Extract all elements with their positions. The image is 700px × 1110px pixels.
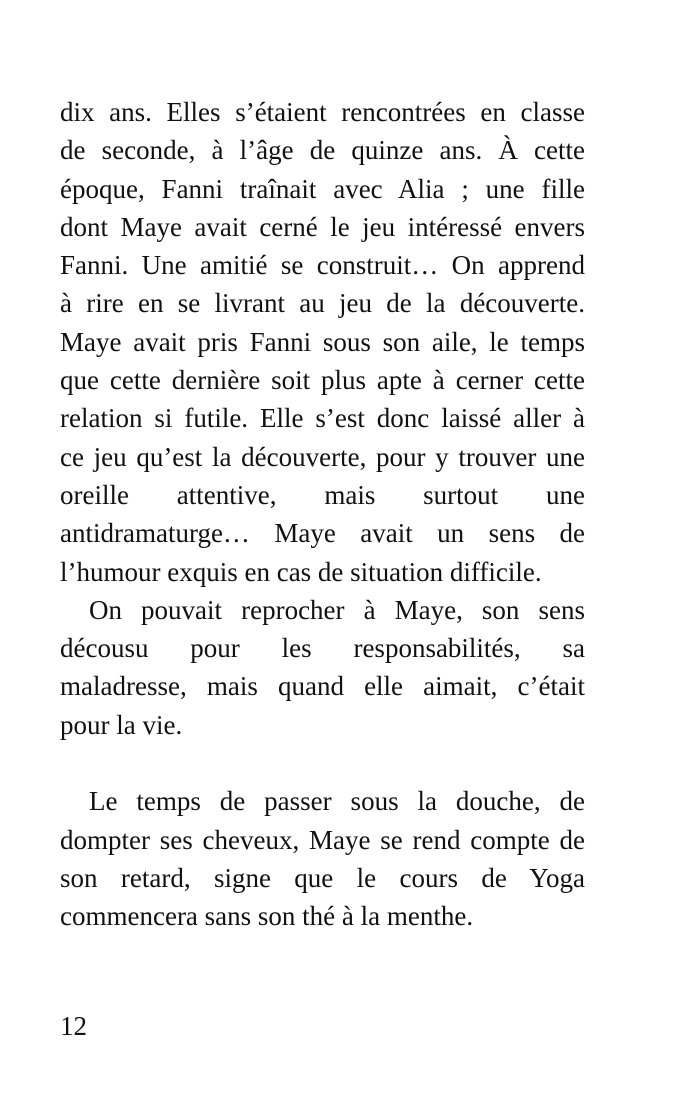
text-line: Fanni. Une amitié se construit… On apprend [60,250,585,281]
text-line: oreille attentive, mais surtout une [60,479,585,510]
text-line: de seconde, à l’âge de quinze ans. À cette [60,135,585,166]
text-line: relation si futile. Elle s’est donc laissé aller à [60,403,585,434]
text-line: son retard, signe que le cours de Yoga [60,862,585,893]
text-line: dix ans. Elles s’étaient rencontrées en classe [60,97,585,127]
text-line: époque, Fanni traînait avec Alia ; une fille [60,173,585,204]
text-line: antidramaturge… Maye avait un sens de [60,518,585,549]
paragraph-1 [60,93,585,591]
paragraph-3 [60,782,585,935]
text-line: Maye avait pris Fanni sous son aile, le temps [60,326,585,357]
paragraph-break [60,744,585,782]
text-line: commencera sans son thé à la menthe. [60,901,474,932]
text-line: dont Maye avait cerné le jeu intéressé envers [60,211,585,242]
text-line: ce jeu qu’est la découverte, pour y trouver une [60,441,585,472]
text-line: à rire en se livrant au jeu de la découverte. [60,288,585,319]
text-line: l’humour exquis en cas de situation difficile. [60,556,542,587]
text-line: que cette dernière soit plus apte à cerner cette [60,365,585,396]
text-line: Le temps de passer sous la douche, de [89,786,585,817]
text-line: pour la vie. [60,709,183,740]
text-line: dompter ses cheveux, Maye se rend compte de [60,824,585,855]
paragraph-2 [60,591,585,744]
text-line: décousu pour les responsabilités, sa [60,633,585,664]
page-number: 12 [60,1011,87,1041]
text-line: On pouvait reprocher à Maye, son sens [89,594,585,625]
body-text [60,93,585,936]
text-line: maladresse, mais quand elle aimait, c’était [60,671,585,702]
